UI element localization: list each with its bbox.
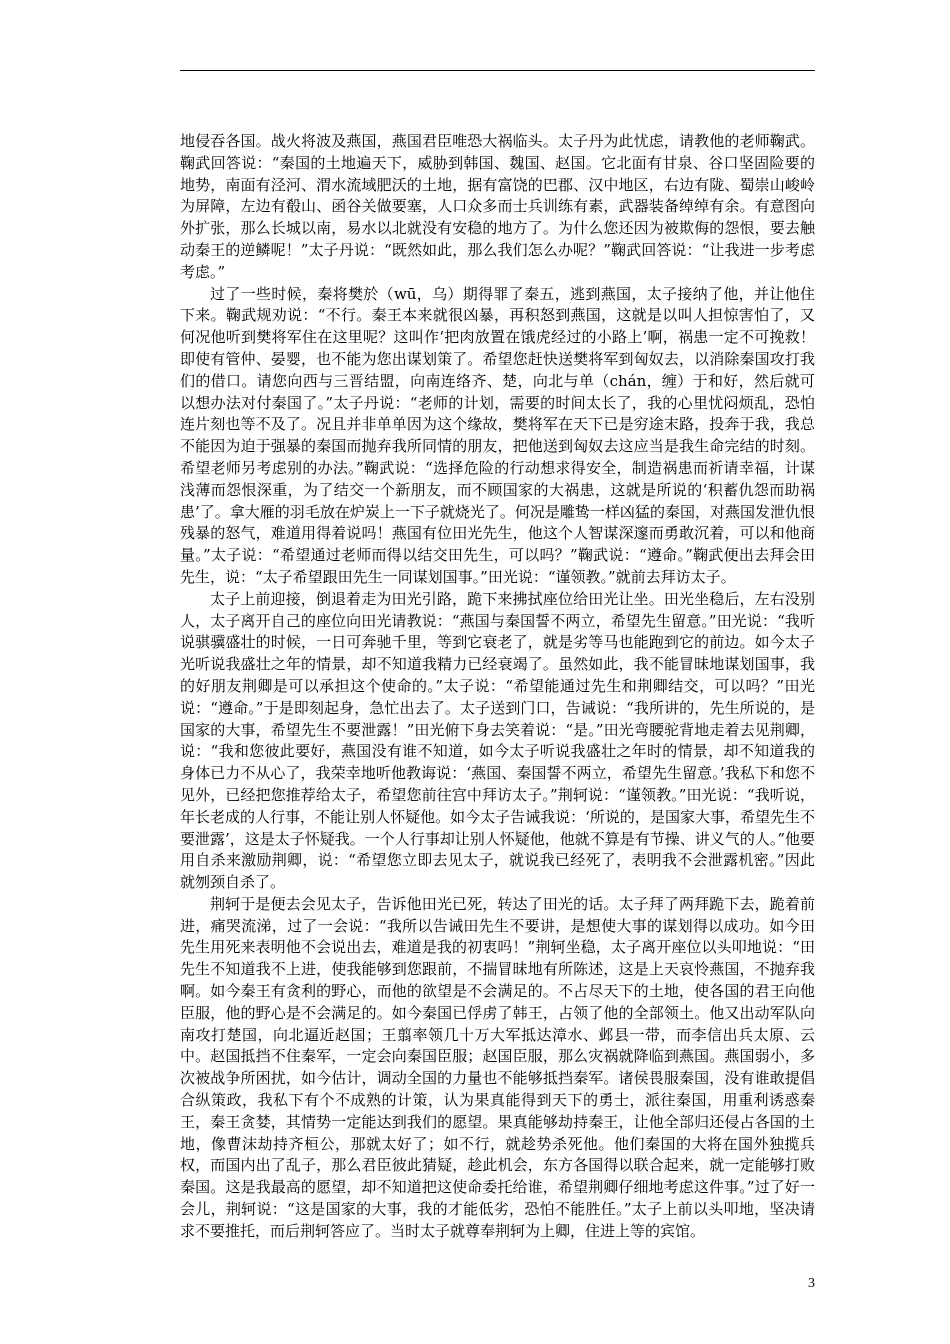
paragraph-1: 地侵吞各国。战火将波及燕国，燕国君臣唯恐大祸临头。太子丹为此忧虑，请教他的老师鞠武。鞠武回答说：“秦国的土地遍天下，威胁到韩国、魏国、赵国。它北面有甘泉、谷口坚固险要的地势，南面有泾河、渭水流域肥沃的土地，据有富饶的巴郡、汉中地区，右边有陇、蜀崇山峻岭为屏障，左边有殽山、函谷关做要塞，人口众多而士兵训练有素，武器装备绰绰有余。有意图向外扩张，那么长城以南，易水以北就没有安稳的地方了。为什么您还因为被欺侮的怨恨，要去触动秦王的逆鳞呢！”太子丹说：“既然如此，那么我们怎么办呢？”鞠武回答说：“让我进一步考虑考虑。” (180, 132, 815, 281)
header-rule (180, 70, 815, 71)
paragraph-3: 太子上前迎接，倒退着走为田光引路，跪下来拂拭座位给田光让坐。田光坐稳后，左右没别人，太子离开自己的座位向田光请教说：“燕国与秦国誓不两立，希望先生留意。”田光说：“我听说骐骥盛壮的时候，一日可奔驰千里，等到它衰老了，就是劣等马也能跑到它的前边。如今太子光听说我盛壮之年的情景，却不知道我精力已经衰竭了。虽然如此，我不能冒昧地谋划国事，我的好朋友荆卿是可以承担这个使命的。”太子说：“希望能通过先生和荆卿结交，可以吗？”田光说：“遵命。”于是即刻起身，急忙出去了。太子送到门口，告诫说：“我所讲的，先生所说的，是国家的大事，希望先生不要泄露！”田光俯下身去笑着说：“是。”田光弯腰驼背地走着去见荆卿，说：“我和您彼此要好，燕国没有谁不知道，如今太子听说我盛壮之年时的情景，却不知道我的身体已力不从心了，我荣幸地听他教诲说：‘燕国、秦国誓不两立，希望先生留意。’我私下和您不见外，已经把您推荐给太子，希望您前往宫中拜访太子。”荆轲说：“谨领教。”田光说：“我听说，年长老成的人行事，不能让别人怀疑他。如今太子告诫我说：‘所说的，是国家大事，希望先生不要泄露’，这是太子怀疑我。一个人行事却让别人怀疑他，他就不算是有节操、讲义气的人。”他要用自杀来激励荆卿，说：“希望您立即去见太子，就说我已经死了，表明我不会泄露机密。”因此就刎颈自杀了。 (180, 589, 815, 892)
page-number: 3 (808, 1276, 815, 1291)
document-body (180, 131, 815, 1243)
paragraph-4: 荆轲于是便去会见太子，告诉他田光已死，转达了田光的话。太子拜了两拜跪下去，跪着前进，痛哭流涕，过了一会说：“我所以告诫田先生不要讲，是想使大事的谋划得以成功。如今田先生用死来表明他不会说出去，难道是我的初衷吗！”荆轲坐稳，太子离开座位以头叩地说：“田先生不知道我不上进，使我能够到您跟前，不揣冒昧地有所陈述，这是上天哀怜燕国，不抛弃我啊。如今秦王有贪利的野心，而他的欲望是不会满足的。不占尽天下的土地，使各国的君王向他臣服，他的野心是不会满足的。如今秦国已俘虏了韩王，占领了他的全部领土。他又出动军队向南攻打楚国，向北逼近赵国；王翦率领几十万大军抵达漳水、邺县一带，而李信出兵太原、云中。赵国抵挡不住秦军，一定会向秦国臣服；赵国臣服，那么灾祸就降临到燕国。燕国弱小，多次被战争所困扰，如今估计，调动全国的力量也不能够抵挡秦军。诸侯畏服秦国，没有谁敢提倡合纵策政，我私下有个不成熟的计策，认为果真能得到天下的勇士，派往秦国，用重利诱惑秦王，秦王贪婪，其情势一定能达到我们的愿望。果真能够劫持秦王，让他全部归还侵占各国的土地，像曹沫劫持齐桓公，那就太好了；如不行，就趁势杀死他。他们秦国的大将在国外独揽兵权，而国内出了乱子，那么君臣彼此猜疑，趁此机会，东方各国得以联合起来，就一定能够打败秦国。这是我最高的愿望，却不知道把这使命委托给谁，希望荆卿仔细地考虑这件事。”过了好一会儿，荆轲说：“这是国家的大事，我的才能低劣，恐怕不能胜任。”太子上前以头叩地，坚决请求不要推托，而后荆轲答应了。当时太子就尊奉荆轲为上卿，住进上等的宾馆。 (180, 894, 815, 1240)
paragraph-2: 过了一些时候，秦将樊於（wū，乌）期得罪了秦五，逃到燕国，太子接纳了他，并让他住下来。鞠武规劝说：“不行。秦王本来就很凶暴，再积怒到燕国，这就是以叫人担惊害怕了，又何况他听到樊将军住在这里呢？这叫作‘把肉放置在饿虎经过的小路上’啊，祸患一定不可挽救！即使有管仲、晏婴，也不能为您出谋划策了。希望您赶快送樊将军到匈奴去，以消除秦国攻打我们的借口。请您向西与三晋结盟，向南连络齐、楚，向北与单（chán，缠）于和好，然后就可以想办法对付秦国了。”太子丹说：“老师的计划，需要的时间太长了，我的心里忧闷烦乱，恐怕连片刻也等不及了。况且并非单单因为这个缘故，樊将军在天下已是穷途末路，投奔于我，我总不能因为迫于强暴的秦国而抛弃我所同情的朋友，把他送到匈奴去这应当是我生命完结的时刻。希望老师另考虑别的办法。”鞠武说：“选择危险的行动想求得安全，制造祸患而祈请幸福，计谋浅薄而怨恨深重，为了结交一个新朋友，而不顾国家的大祸患，这就是所说的‘积蓄仇怨而助祸患’了。拿大雁的羽毛放在炉炭上一下子就烧光了。何况是雕鸷一样凶猛的秦国，对燕国发泄仇恨残暴的怒气，难道用得着说吗！燕国有位田光先生，他这个人智谋深邃而勇敢沉着，可以和他商量。”太子说：“希望通过老师而得以结交田先生，可以吗？”鞠武说：“遵命。”鞠武便出去拜会田先生，说：“太子希望跟田先生一同谋划国事。”田光说：“谨领教。”就前去拜访太子。 (180, 284, 815, 586)
